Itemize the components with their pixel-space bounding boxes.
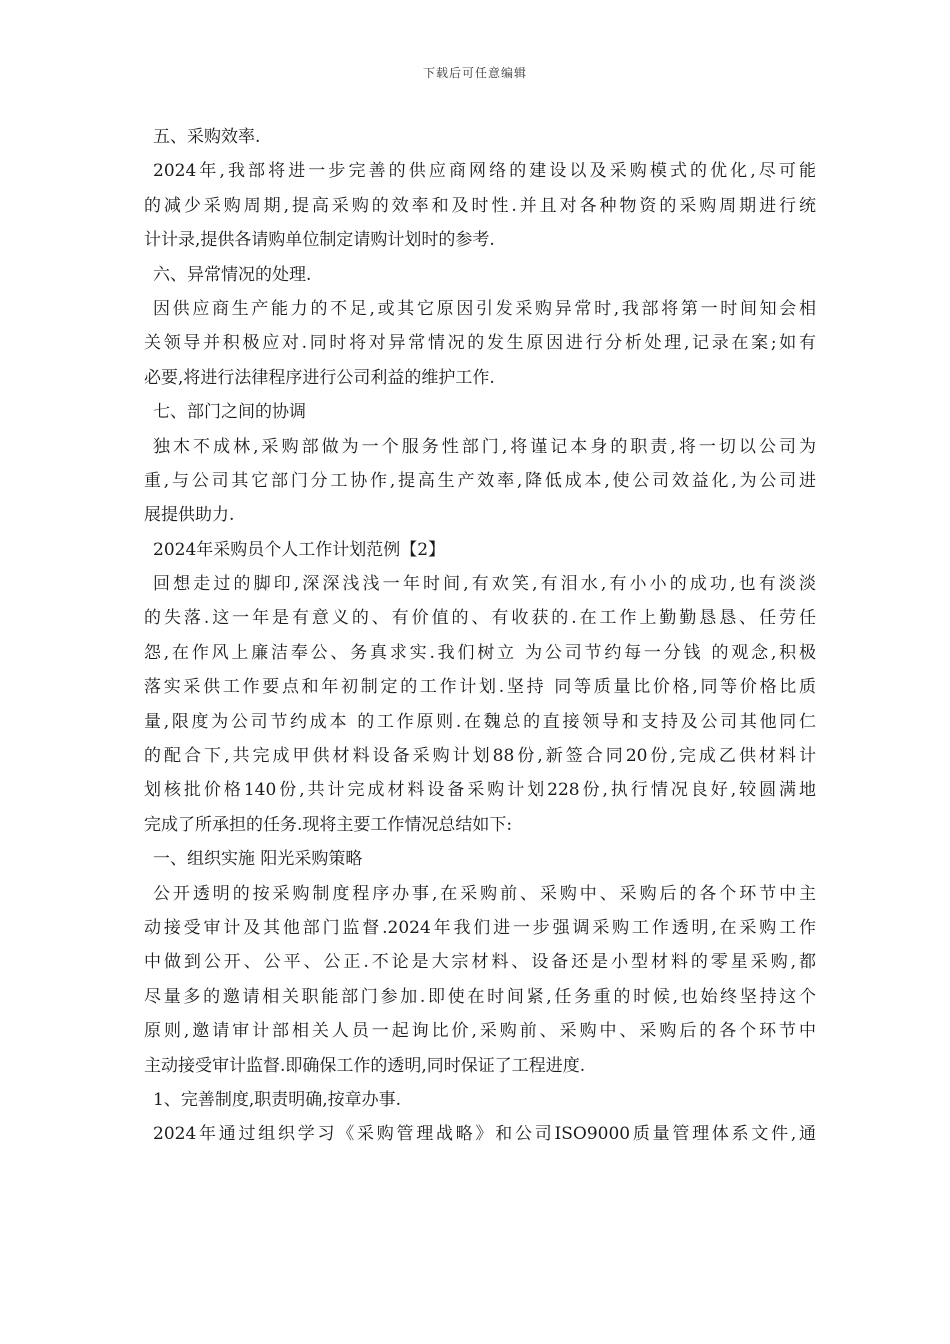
text-line: 重,与公司其它部门分工协作,提高生产效率,降低成本,使公司效益化,为公司进	[144, 470, 816, 491]
text-line: 五、采购效率.	[153, 127, 261, 147]
page-header: 下载后可任意编辑	[422, 66, 527, 80]
text-line: 独木不成林,采购部做为一个服务性部门,将谨记本身的职责,将一切以公司为	[153, 436, 816, 457]
text-line: 展提供助力.	[144, 505, 235, 526]
text-line: 2024年通过组织学习《采购管理战略》和公司ISO9000质量管理体系文件,通	[153, 1124, 816, 1145]
text-line: 的配合下,共完成甲供材料设备采购计划88份,新签合同20份,完成乙供材料计	[144, 746, 816, 767]
text-line: 的减少采购周期,提高采购的效率和及时性.并且对各种物资的采购周期进行统	[144, 195, 816, 216]
text-line: 尽量多的邀请相关职能部门参加.即使在时间紧,任务重的时候,也始终坚持这个	[144, 986, 816, 1007]
text-line: 中做到公开、公平、公正.不论是大宗材料、设备还是小型材料的零星采购,都	[144, 952, 816, 973]
text-line: 落实采供工作要点和年初制定的工作计划.坚持 同等质量比价格,同等价格比质	[144, 677, 816, 698]
text-line: 七、部门之间的协调	[153, 402, 306, 423]
text-line: 计计录,提供各请购单位制定请购计划时的参考.	[144, 230, 495, 251]
document-body	[144, 120, 816, 1152]
text-line: 主动接受审计监督.即确保工作的透明,同时保证了工程进度.	[144, 1055, 586, 1076]
text-line: 2024年,我部将进一步完善的供应商网络的建设以及采购模式的优化,尽可能	[153, 161, 816, 182]
text-line: 必要,将进行法律程序进行公司利益的维护工作.	[144, 367, 495, 388]
text-line: 原则,邀请审计部相关人员一起询比价,采购前、采购中、采购后的各个环节中	[144, 1021, 816, 1042]
text-line: 划核批价格140份,共计完成材料设备采购计划228份,执行情况良好,较圆满地	[144, 780, 816, 801]
text-line: 1、完善制度,职责明确,按章办事.	[153, 1089, 402, 1110]
text-line: 怨,在作风上廉洁奉公、务真求实.我们树立 为公司节约每一分钱 的观念,积极	[144, 642, 816, 663]
text-line: 完成了所承担的任务.现将主要工作情况总结如下:	[144, 814, 513, 835]
text-line: 六、异常情况的处理.	[153, 264, 312, 285]
text-line: 的失落.这一年是有意义的、有价值的、有收获的.在工作上勤勤恳恳、任劳任	[144, 608, 816, 629]
text-line: 2024年采购员个人工作计划范例【2】	[153, 539, 446, 560]
text-line: 一、组织实施 阳光采购策略	[153, 849, 363, 870]
text-line: 关领导并积极应对.同时将对异常情况的发生原因进行分析处理,记录在案;如有	[144, 333, 816, 354]
text-line: 量,限度为公司节约成本 的工作原则.在魏总的直接领导和支持及公司其他同仁	[144, 711, 816, 732]
text-line: 回想走过的脚印,深深浅浅一年时间,有欢笑,有泪水,有小小的成功,也有淡淡	[153, 574, 816, 595]
text-line: 因供应商生产能力的不足,或其它原因引发采购异常时,我部将第一时间知会相	[153, 298, 816, 319]
text-line: 动接受审计及其他部门监督.2024年我们进一步强调采购工作透明,在采购工作	[144, 917, 816, 938]
text-line: 公开透明的按采购制度程序办事,在采购前、采购中、采购后的各个环节中主	[153, 883, 816, 904]
